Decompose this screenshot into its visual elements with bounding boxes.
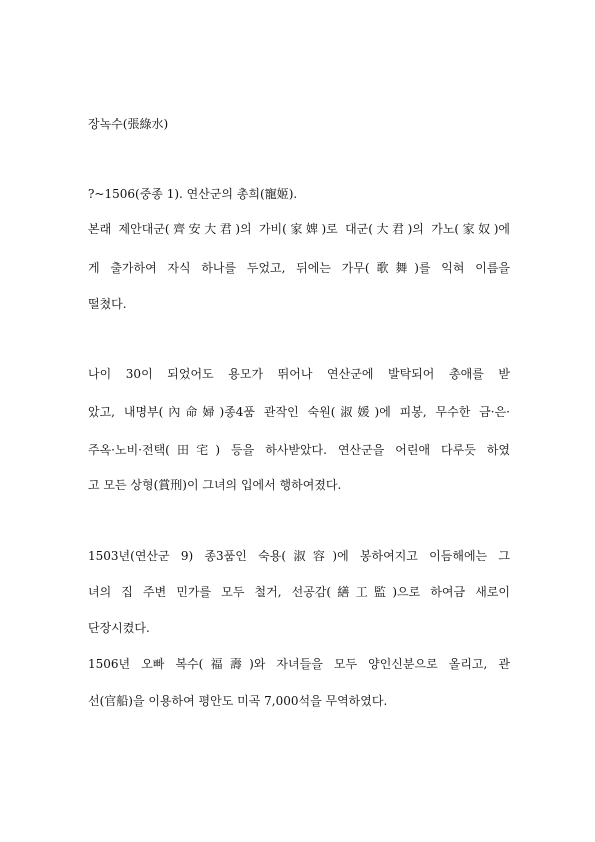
- paragraph-line: 나이 30이 되었어도 용모가 뛰어나 연산군에 발탁되어 총애를 받: [88, 367, 510, 381]
- paragraph-line: 본래 제안대군(齊安大君)의 가비(家婢)로 대군(大君)의 가노(家奴)에: [88, 222, 510, 236]
- paragraph-line: ?~1506(중종 1). 연산군의 총희(寵姬).: [88, 187, 298, 201]
- paragraph-line: 게 출가하여 자식 하나를 두었고, 뒤에는 가무(歌舞)를 익혀 이름을: [88, 261, 510, 275]
- paragraph-line: 녀의 집 주변 민가를 모두 철거, 선공감(繕工監)으로 하여금 새로이: [88, 585, 510, 599]
- paragraph-line: 선(官船)을 이용하여 평안도 미곡 7,000석을 무역하였다.: [88, 694, 388, 708]
- paragraph-line: 주옥·노비·전택(田宅) 등을 하사받았다. 연산군을 어린애 다루듯 하였: [88, 443, 510, 457]
- paragraph-line: 았고, 내명부(內命婦)종4품 관작인 숙원(淑媛)에 피봉, 무수한 금·은·: [88, 405, 510, 419]
- document-title: 장녹수(張綠水): [88, 117, 169, 131]
- paragraph-line: 떨쳤다.: [88, 297, 127, 311]
- paragraph-line: 1503년(연산군 9) 종3품인 숙용(淑容)에 봉하여지고 이듬해에는 그: [88, 549, 510, 563]
- paragraph-line: 단장시켰다.: [88, 621, 150, 635]
- paragraph-line: 1506년 오빠 복수(福壽)와 자녀들을 모두 양인신분으로 올리고, 관: [88, 657, 510, 671]
- paragraph-line: 고 모든 상형(賞刑)이 그녀의 입에서 행하여졌다.: [88, 478, 342, 492]
